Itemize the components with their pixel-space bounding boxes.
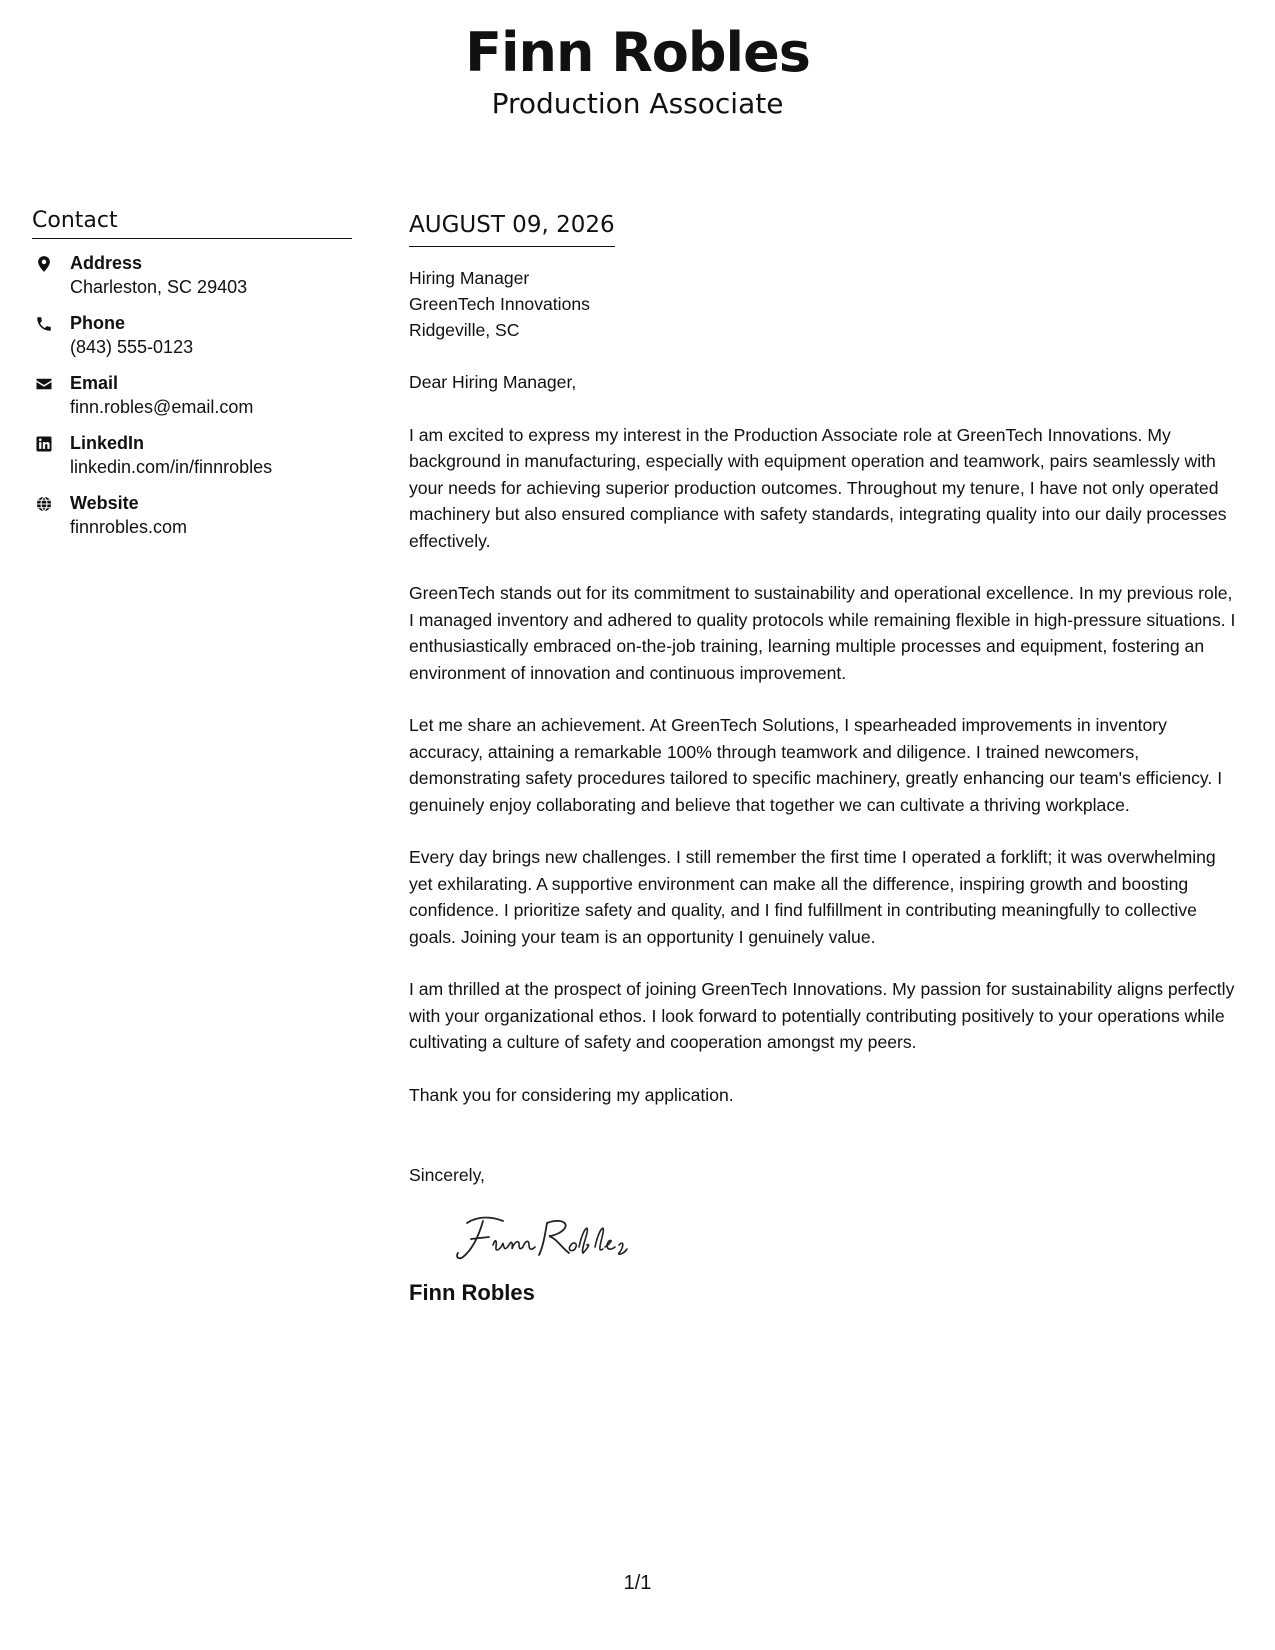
linkedin-icon [32, 431, 70, 455]
body-paragraph: I am excited to express my interest in the Production Associate role at GreenTech Innovations. My background in manufacturing, especially with equipment operation and teamwork, pairs seamlessly with your needs for achieving superior production outcomes. Throughout my tenure, I have not only operated machinery but also ensured compliance with safety standards, integrating quality into our daily processes effectively. [409, 424, 1227, 551]
signed-name: Finn Robles [409, 1279, 535, 1305]
email-value: finn.robles@email.com [70, 397, 254, 417]
recipient-block [409, 265, 1241, 343]
salutation: Dear Hiring Manager, [409, 372, 577, 392]
body-paragraph: Every day brings new challenges. I still remember the first time I operated a forklift; it was overwhelming yet exhilarating. A supportive environment can make all the difference, inspiring growth and boosting confidence. I prioritize safety and quality, and I find fulfillment in contributing meaningfully to collective goals. Joining your team is an opportunity I genuinely value. [409, 847, 1216, 947]
recipient-line: Hiring Manager [409, 268, 530, 288]
envelope-icon [32, 371, 70, 395]
website-label: Website [70, 493, 139, 513]
applicant-title: Production Associate [491, 87, 784, 120]
contact-item-linkedin [32, 431, 352, 479]
contact-item-website [32, 491, 352, 539]
recipient-line: Ridgeville, SC [409, 320, 520, 340]
contact-sidebar [32, 208, 352, 551]
page-indicator: 1/1 [623, 1572, 652, 1594]
globe-icon [32, 491, 70, 515]
address-value: Charleston, SC 29403 [70, 277, 248, 297]
map-pin-icon [32, 251, 70, 275]
signoff: Sincerely, [409, 1165, 485, 1185]
linkedin-value: linkedin.com/in/finnrobles [70, 457, 273, 477]
phone-icon [32, 311, 70, 335]
letter-body [409, 210, 1241, 1307]
address-label: Address [70, 253, 143, 273]
body-paragraph: Let me share an achievement. At GreenTech Solutions, I spearheaded improvements in inventory accuracy, attaining a remarkable 100% through teamwork and diligence. I trained newcomers, demonstrating safety procedures tailored to specific machinery, greatly enhancing our team's efficiency. I genuinely enjoy collaborating and believe that together we can cultivate a thriving workplace. [409, 715, 1223, 815]
website-value: finnrobles.com [70, 517, 188, 537]
applicant-name: Finn Robles [465, 21, 810, 84]
body-paragraph: I am thrilled at the prospect of joining GreenTech Innovations. My passion for sustainability aligns perfectly with your organizational ethos. I look forward to potentially contributing positively to your operations while cultivating a culture of safety and cooperation amongst my peers. [409, 979, 1235, 1052]
phone-value: (843) 555-0123 [70, 337, 194, 357]
closing-thanks: Thank you for considering my application. [409, 1084, 734, 1105]
contact-heading: Contact [32, 208, 352, 239]
handwritten-signature [449, 1209, 1241, 1269]
contact-item-phone [32, 311, 352, 359]
email-label: Email [70, 373, 119, 393]
contact-item-address [32, 251, 352, 299]
letter-date: AUGUST 09, 2026 [409, 210, 615, 247]
body-paragraph: GreenTech stands out for its commitment to sustainability and operational excellence. In my previous role, I managed inventory and adhered to quality protocols while remaining flexible in high-pressure situations. I enthusiastically embraced on-the-job training, learning multiple processes and equipment, fostering an environment of innovation and continuous improvement. [409, 583, 1236, 683]
recipient-line: GreenTech Innovations [409, 294, 590, 314]
contact-item-email [32, 371, 352, 419]
letter-header [0, 20, 1275, 122]
linkedin-label: LinkedIn [70, 433, 145, 453]
phone-label: Phone [70, 313, 126, 333]
